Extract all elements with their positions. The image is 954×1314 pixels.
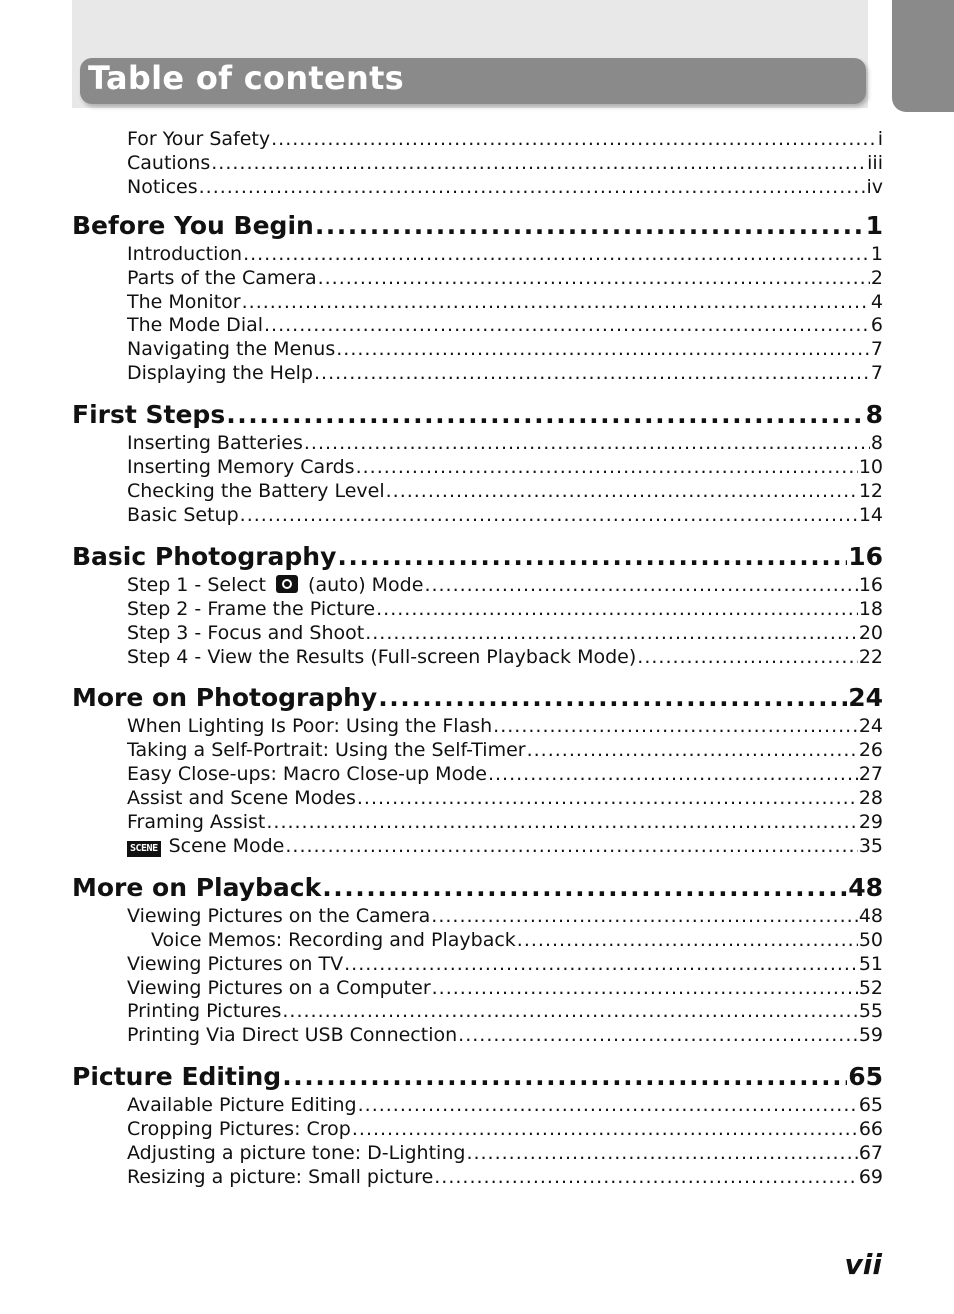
leader-dots [357, 787, 858, 811]
entry-label: Step 3 - Focus and Shoot [127, 621, 365, 644]
entry-label: Step 4 - View the Results (Full-screen Playback Mode) [127, 645, 637, 668]
page-ref: 22 [858, 645, 883, 668]
entry-label-post: (auto) Mode [308, 573, 424, 596]
page-ref: 24 [848, 683, 883, 713]
chapter-heading[interactable] [72, 209, 883, 243]
leader-dots [304, 432, 870, 456]
toc-entry[interactable] [72, 1094, 883, 1118]
scene-icon: SCENE [127, 841, 161, 857]
leader-dots [356, 456, 858, 480]
leader-dots [226, 398, 864, 432]
entry-label: For Your Safety [127, 128, 271, 150]
entry-label: Easy Close-ups: Macro Close-up Mode [127, 763, 487, 786]
page-ref: 8 [865, 400, 883, 430]
page-ref: 51 [858, 952, 883, 975]
leader-dots [282, 1000, 857, 1024]
page-ref: 16 [858, 573, 883, 596]
entry-label: Taking a Self-Portrait: Using the Self-Timer [127, 739, 526, 762]
chapter-heading[interactable] [72, 1060, 883, 1094]
toc-entry[interactable] [72, 787, 883, 811]
toc-entry[interactable] [72, 314, 883, 338]
entry-label: The Mode Dial [127, 314, 264, 337]
entry-label: Inserting Batteries [127, 432, 303, 455]
entry-label: The Monitor [127, 290, 241, 313]
leader-dots [242, 291, 870, 315]
toc-entry[interactable] [72, 835, 883, 859]
entry-label: Adjusting a picture tone: D-Lighting [127, 1142, 466, 1165]
leader-dots [517, 929, 858, 953]
entry-label: Viewing Pictures on TV [127, 952, 344, 975]
chapter-heading[interactable] [72, 540, 883, 574]
leader-dots [199, 176, 866, 200]
page-ref: 2 [870, 266, 883, 289]
title-bar [80, 58, 866, 104]
page-ref: 48 [848, 872, 883, 902]
entry-label: Printing Via Direct USB Connection [127, 1024, 458, 1047]
page-ref: 55 [858, 1000, 883, 1023]
page-ref: 8 [870, 432, 883, 455]
entry-label: Voice Memos: Recording and Playback [151, 928, 516, 951]
page-ref: 16 [848, 541, 883, 571]
front-matter [72, 128, 883, 200]
page-ref: 7 [870, 362, 883, 385]
entry-label [127, 574, 423, 598]
leader-dots [376, 598, 858, 622]
leader-dots [211, 152, 866, 176]
toc-entry[interactable] [72, 598, 883, 622]
entry-label: When Lighting Is Poor: Using the Flash [127, 715, 493, 738]
entry-label: Printing Pictures [127, 1000, 282, 1023]
chapter-section [72, 1060, 883, 1190]
leader-dots [431, 905, 858, 929]
leader-dots [466, 1142, 857, 1166]
entry-label: Resizing a picture: Small picture [127, 1166, 434, 1188]
page-ref: 24 [858, 715, 883, 738]
toc-entry[interactable] [72, 480, 883, 504]
leader-dots [458, 1024, 858, 1048]
toc-entry[interactable] [72, 267, 883, 291]
entry-label: Introduction [127, 242, 243, 265]
entry-label: Navigating the Menus [127, 338, 336, 361]
entry-label: Notices [127, 175, 198, 198]
entry-label: Before You Begin [72, 210, 314, 240]
toc-entry[interactable] [72, 1142, 883, 1166]
leader-dots [337, 540, 847, 574]
leader-dots [344, 953, 858, 977]
entry-label: Basic Photography [72, 541, 337, 571]
toc-entry[interactable] [72, 456, 883, 480]
page-ref: 12 [858, 479, 883, 502]
entry-label-pre: Step 1 - Select [127, 573, 266, 596]
toc-entry[interactable] [72, 1118, 883, 1142]
chapter-section [72, 871, 883, 1048]
page-ref: 69 [858, 1166, 883, 1188]
entry-label: First Steps [72, 400, 226, 430]
leader-dots [434, 1166, 858, 1190]
toc-entry[interactable] [72, 128, 883, 152]
page-ref: i [877, 128, 883, 150]
toc-entry[interactable] [72, 574, 883, 598]
page-ref: 50 [858, 928, 883, 951]
page-ref: 67 [858, 1142, 883, 1165]
entry-label: Step 2 - Frame the Picture [127, 597, 376, 620]
entry-label: Available Picture Editing [127, 1094, 357, 1117]
toc-entry[interactable] [72, 763, 883, 787]
page-ref: 1 [870, 242, 883, 265]
chapter-section [72, 681, 883, 858]
leader-dots [637, 646, 858, 670]
leader-dots [488, 763, 858, 787]
toc-entry[interactable] [72, 646, 883, 670]
entry-label: Basic Setup [127, 503, 239, 526]
page-ref: iv [866, 175, 883, 198]
leader-dots [378, 681, 847, 715]
toc-entry[interactable] [72, 622, 883, 646]
page-ref: iii [867, 151, 883, 174]
leader-dots [264, 314, 870, 338]
entry-label: Viewing Pictures on the Camera [127, 904, 431, 927]
toc-entry[interactable] [72, 1024, 883, 1048]
toc-entry[interactable] [72, 504, 883, 528]
entry-label: Inserting Memory Cards [127, 456, 355, 479]
leader-dots [352, 1118, 858, 1142]
leader-dots [318, 267, 870, 291]
page-ref: 26 [858, 739, 883, 762]
toc-entry[interactable] [72, 243, 883, 267]
leader-dots [271, 128, 877, 152]
auto-mode-camera-icon [276, 575, 298, 593]
page-ref: 1 [865, 210, 883, 240]
page-ref: 7 [870, 338, 883, 361]
page-number: vii [844, 1248, 882, 1281]
page-ref: 59 [858, 1024, 883, 1047]
toc-entry[interactable] [72, 929, 883, 953]
toc-entry[interactable] [72, 176, 883, 200]
leader-dots [365, 622, 858, 646]
leader-dots [386, 480, 858, 504]
page-ref: 29 [858, 811, 883, 834]
chapter-heading[interactable] [72, 681, 883, 715]
toc-entry[interactable] [72, 977, 883, 1001]
leader-dots [285, 835, 857, 859]
entry-label: Picture Editing [72, 1062, 282, 1092]
toc-entry[interactable] [72, 152, 883, 176]
table-of-contents [72, 128, 883, 1190]
page-ref: 4 [870, 290, 883, 313]
entry-label: Cropping Pictures: Crop [127, 1118, 351, 1141]
page-ref: 65 [858, 1094, 883, 1117]
page-ref: 20 [858, 621, 883, 644]
entry-label-text: Scene Mode [168, 834, 285, 857]
toc-entry[interactable] [72, 338, 883, 362]
page-ref: 52 [858, 976, 883, 999]
entry-label: Viewing Pictures on a Computer [127, 976, 431, 999]
page-ref: 28 [858, 787, 883, 810]
entry-label: Parts of the Camera [127, 266, 317, 289]
toc-entry[interactable] [72, 362, 883, 386]
leader-dots [358, 1094, 858, 1118]
toc-entry[interactable] [72, 1166, 883, 1190]
page-ref: 35 [858, 834, 883, 857]
leader-dots [243, 243, 870, 267]
leader-dots [240, 504, 858, 528]
toc-entry[interactable] [72, 811, 883, 835]
page-title: Table of contents [88, 59, 405, 97]
leader-dots [432, 977, 858, 1001]
toc-entry[interactable] [72, 291, 883, 315]
entry-label: More on Playback [72, 872, 322, 902]
leader-dots [266, 811, 857, 835]
leader-dots [314, 362, 870, 386]
chapter-heading[interactable] [72, 398, 883, 432]
entry-label: Framing Assist [127, 811, 266, 834]
entry-label [127, 835, 284, 859]
leader-dots [322, 871, 847, 905]
leader-dots [336, 338, 870, 362]
chapter-section [72, 398, 883, 528]
leader-dots [424, 574, 857, 598]
page-ref: 66 [858, 1118, 883, 1141]
page-ref: 65 [848, 1062, 883, 1092]
toc-entry[interactable] [72, 905, 883, 929]
toc-entry[interactable] [72, 715, 883, 739]
leader-dots [527, 739, 858, 763]
toc-entry[interactable] [72, 1000, 883, 1024]
leader-dots [493, 715, 858, 739]
page-ref: 10 [858, 456, 883, 479]
corner-tab [892, 0, 954, 112]
chapter-heading[interactable] [72, 871, 883, 905]
leader-dots [315, 209, 865, 243]
leader-dots [282, 1060, 847, 1094]
entry-label: More on Photography [72, 683, 378, 713]
page-ref: 18 [858, 597, 883, 620]
toc-entry[interactable] [72, 739, 883, 763]
toc-entry[interactable] [72, 953, 883, 977]
entry-label: Cautions [127, 151, 211, 174]
entry-label: Displaying the Help [127, 362, 313, 385]
chapter-section [72, 209, 883, 386]
page-ref: 6 [870, 314, 883, 337]
page-ref: 48 [858, 904, 883, 927]
page-ref: 14 [858, 503, 883, 526]
entry-label: Assist and Scene Modes [127, 787, 356, 810]
entry-label: Checking the Battery Level [127, 479, 385, 502]
toc-entry[interactable] [72, 432, 883, 456]
chapter-section [72, 540, 883, 670]
page-ref: 27 [858, 763, 883, 786]
